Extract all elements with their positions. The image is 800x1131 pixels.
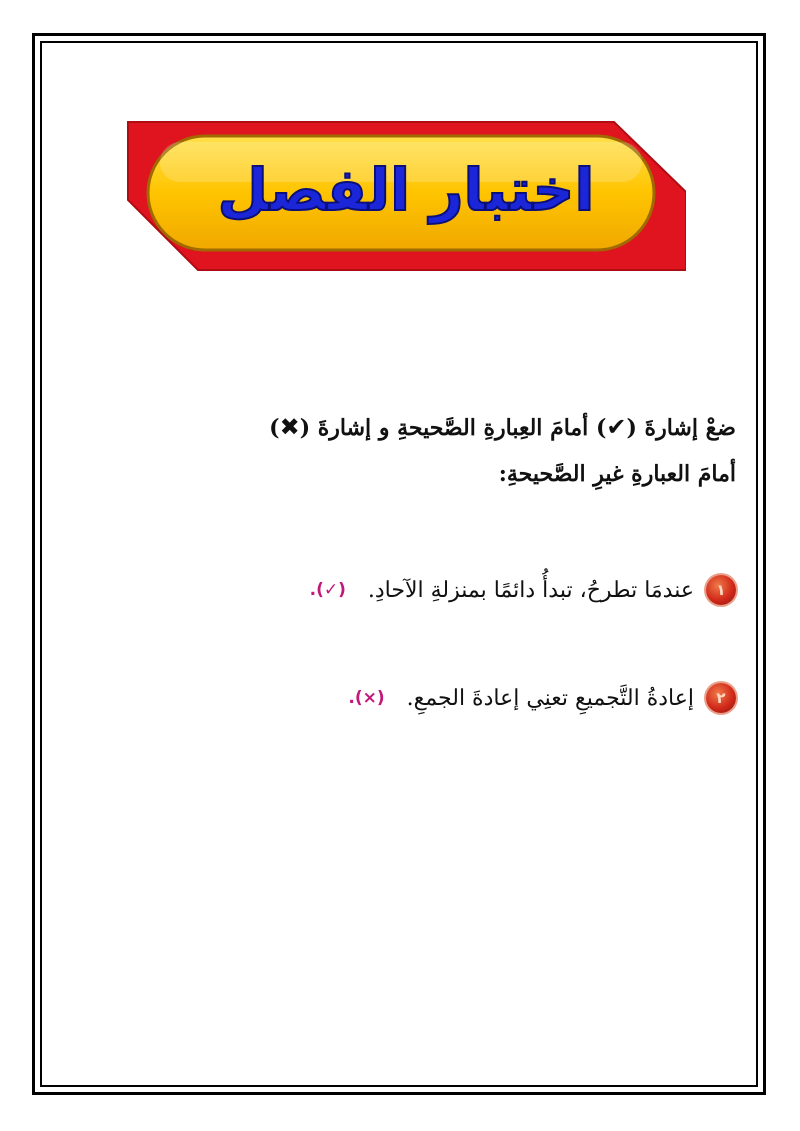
list-item: [310, 575, 736, 605]
instructions-line1-middle: ) أمامَ العِبارةِ الصَّحيحةِ و إشارةَ (: [299, 415, 607, 441]
check-mark-icon: ✔: [606, 413, 627, 441]
list-item: [348, 683, 736, 713]
item-answer: (✓).: [309, 580, 346, 600]
item-answer: (×).: [348, 688, 385, 708]
item-text: عندمَا تطرحُ، تبدأُ دائمًا بمنزلةِ الآحادِ.: [367, 577, 694, 603]
item-number-badge: ١: [706, 575, 736, 605]
instructions-line-1: [136, 404, 736, 451]
instructions-line1-before: ضعْ إشارةَ (: [626, 415, 736, 441]
item-number-badge: ٢: [706, 683, 736, 713]
item-text: إعادةُ التَّجميعِ تعنِي إعادةَ الجمعِ.: [406, 685, 694, 711]
instructions: [136, 404, 736, 497]
instructions-line1-after: ): [269, 415, 280, 441]
page-title: اختبار الفصل: [217, 156, 595, 224]
cross-mark-icon: ✖: [279, 413, 300, 441]
title-banner: [126, 120, 686, 272]
instructions-line-2: أمامَ العبارةِ غيرِ الصَّحيحةِ:: [498, 461, 736, 487]
